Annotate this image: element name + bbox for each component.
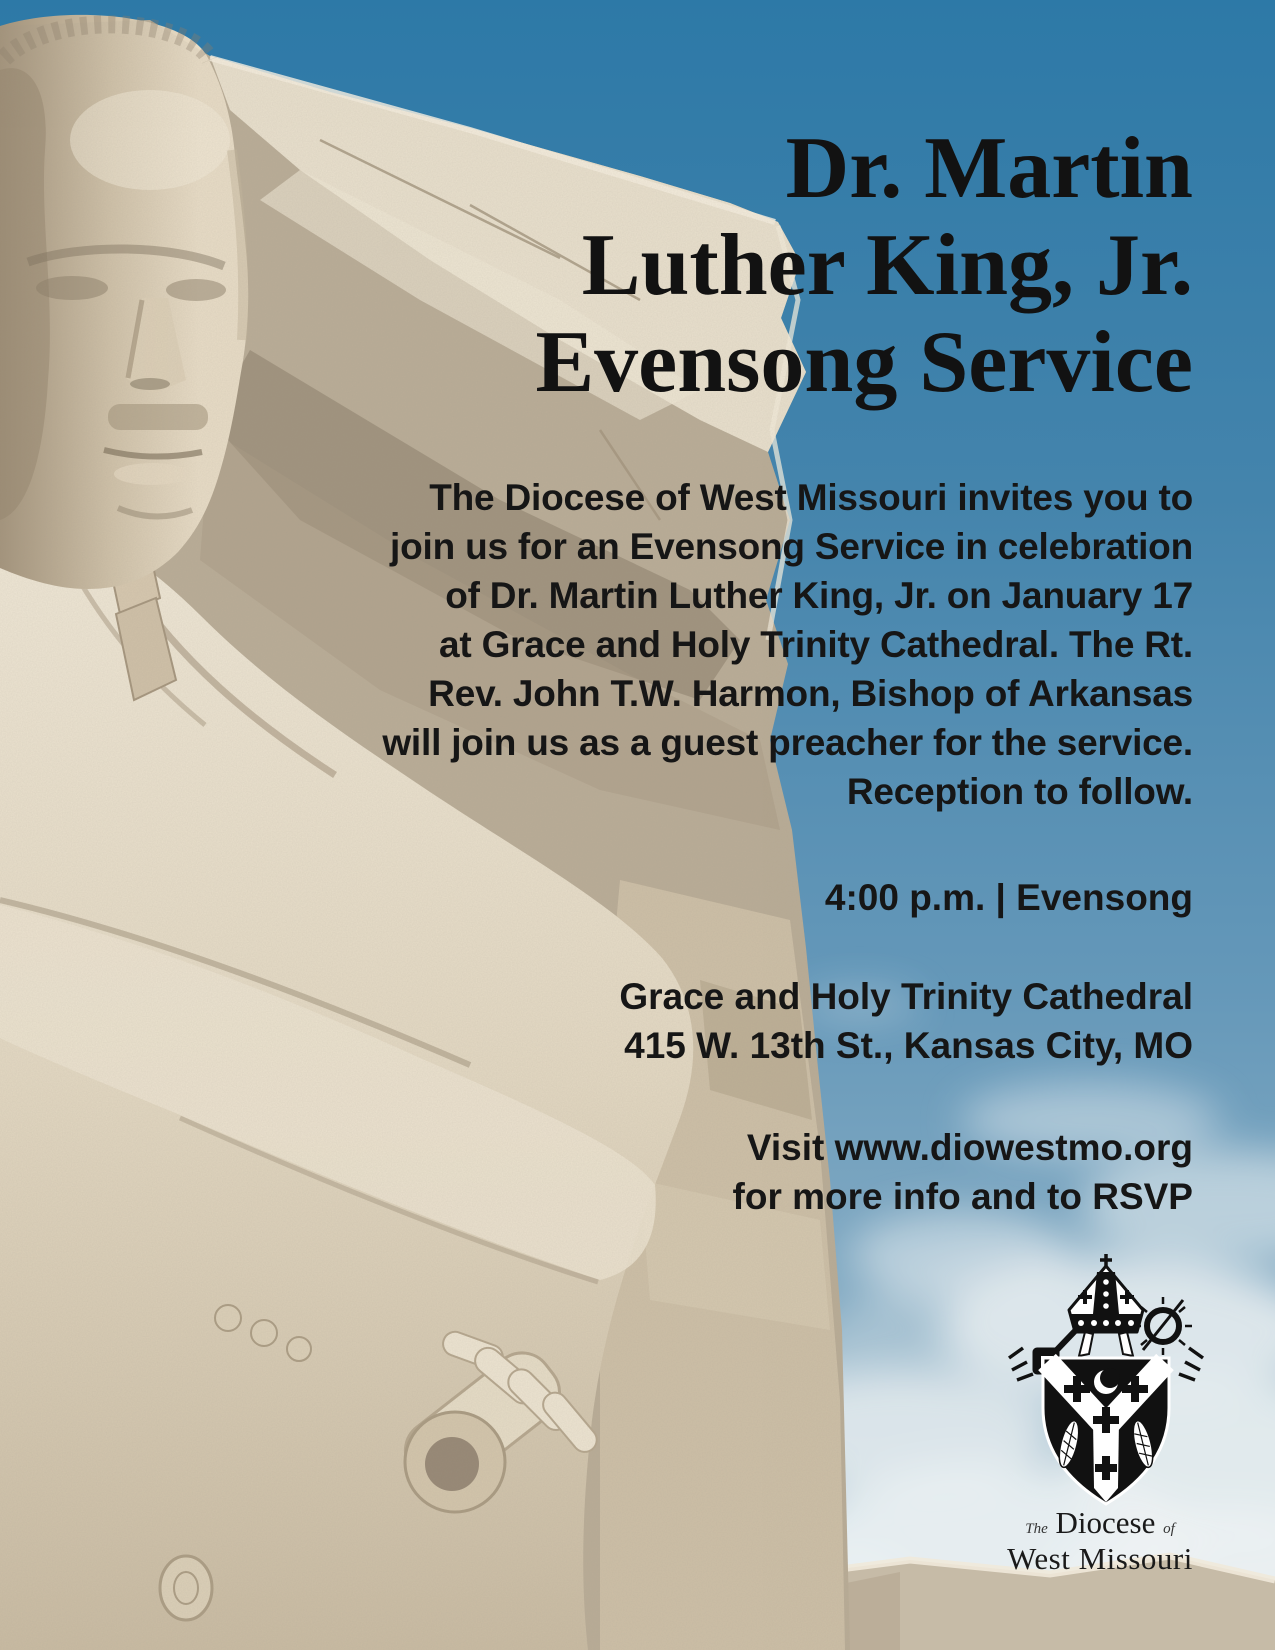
crest-crozier-ring-icon (1134, 1297, 1192, 1355)
venue-street: 415 W. 13th St., Kansas City, MO (624, 1025, 1193, 1066)
body-line: at Grace and Holy Trinity Cathedral. The Rt. (439, 624, 1193, 665)
body-line: will join us as a guest preacher for the service. (382, 722, 1193, 763)
crest-mitre-icon (1069, 1254, 1143, 1356)
body-line: The Diocese of West Missouri invites you to (429, 477, 1193, 518)
invitation-paragraph (382, 473, 1193, 816)
logo-word-of: of (1163, 1521, 1175, 1537)
diocese-crest-logo (985, 1252, 1215, 1512)
crest-shield (1043, 1358, 1169, 1504)
title-line: Luther King, Jr. (581, 217, 1193, 314)
rsvp-info (733, 1123, 1193, 1221)
diocese-logo-line1 (960, 1505, 1240, 1544)
flyer-title (535, 120, 1193, 411)
body-line: of Dr. Martin Luther King, Jr. on January 17 (445, 575, 1193, 616)
service-time: 4:00 p.m. | Evensong (824, 877, 1193, 918)
body-line: Rev. John T.W. Harmon, Bishop of Arkansas (428, 673, 1193, 714)
title-line: Dr. Martin (785, 120, 1193, 217)
venue-name: Grace and Holy Trinity Cathedral (619, 976, 1193, 1017)
diocese-logo-line2: West Missouri (1007, 1541, 1193, 1576)
venue-address (619, 972, 1193, 1070)
logo-word-diocese: Diocese (1055, 1505, 1156, 1540)
body-line: join us for an Evensong Service in celebration (390, 526, 1193, 567)
website-line: Visit www.diowestmo.org (746, 1127, 1193, 1168)
diocese-logo-text (960, 1505, 1240, 1576)
logo-word-the: The (1025, 1521, 1048, 1537)
body-line: Reception to follow. (846, 771, 1193, 812)
rsvp-line: for more info and to RSVP (732, 1176, 1193, 1217)
title-line: Evensong Service (535, 314, 1193, 411)
